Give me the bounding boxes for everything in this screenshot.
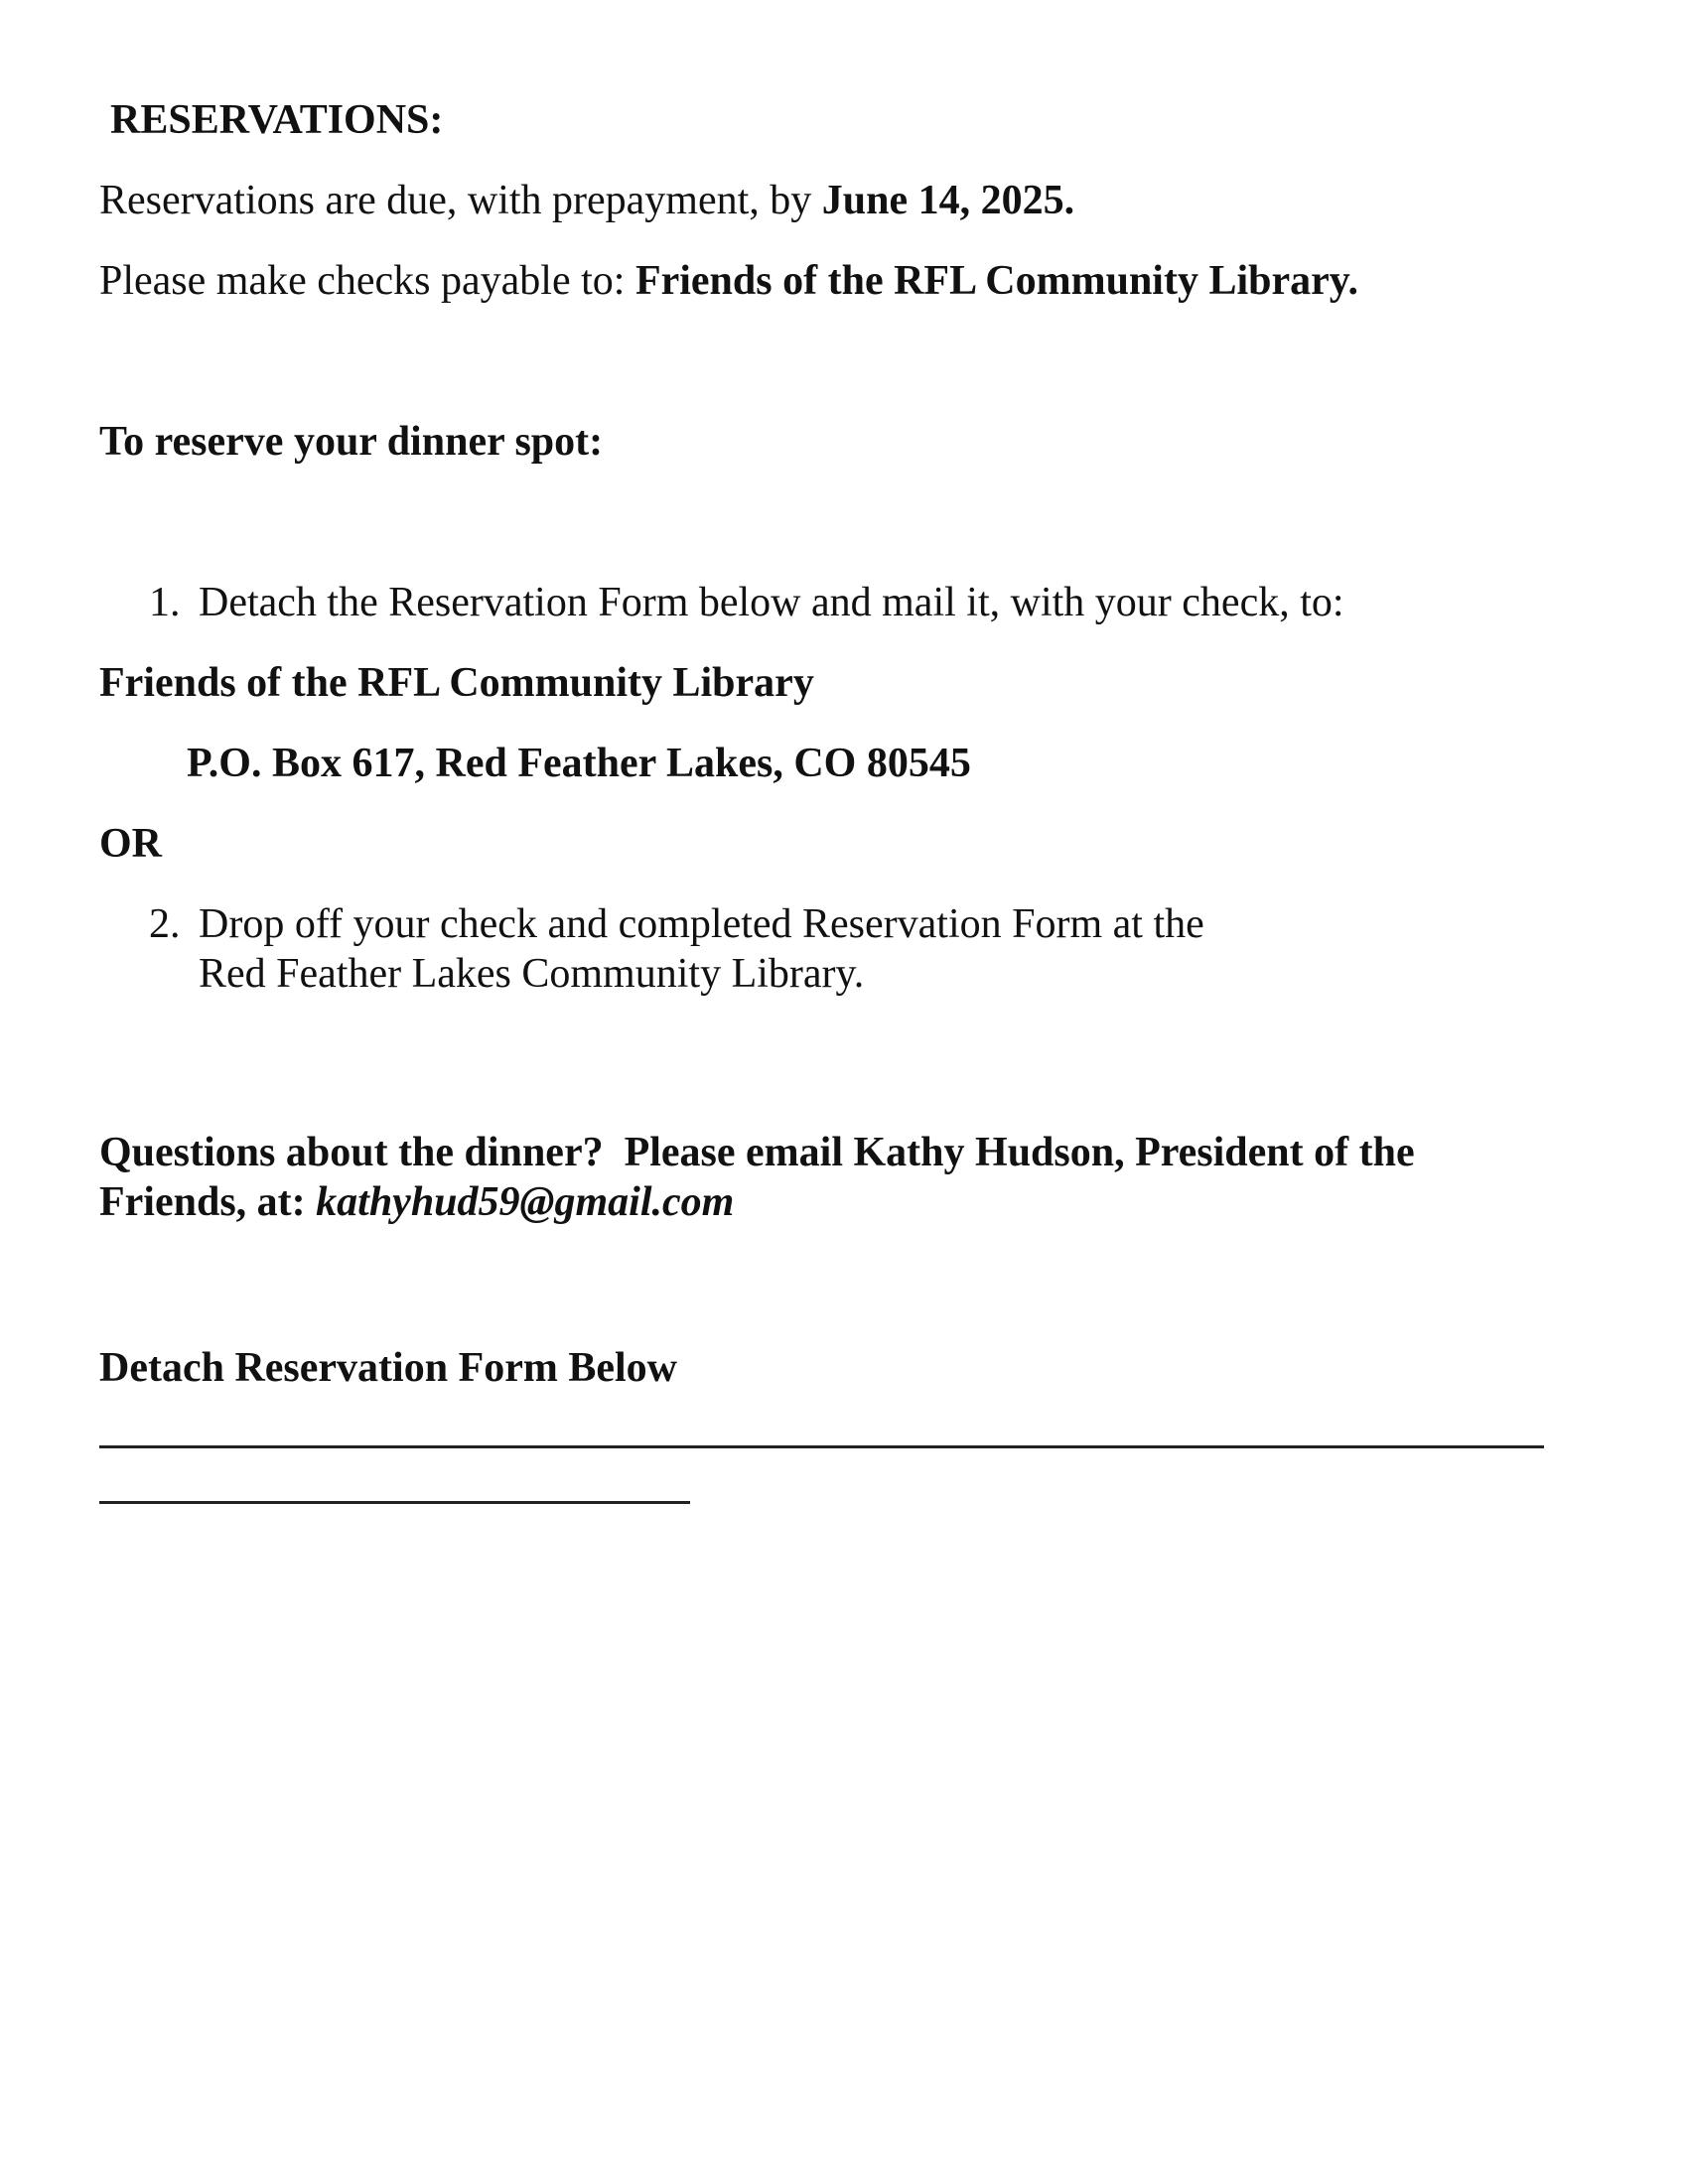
questions-paragraph	[99, 1128, 1529, 1228]
detach-rule-short	[99, 1501, 690, 1504]
reservations-due-line	[99, 176, 1074, 225]
contact-email-link[interactable]: kathyhud59@gmail.com	[316, 1179, 735, 1226]
payable-to: Friends of the RFL Community Library.	[634, 258, 1358, 304]
payable-prefix: Please make checks payable to:	[99, 258, 635, 304]
detach-heading: Detach Reservation Form Below	[99, 1345, 678, 1391]
address-name: Friends of the RFL Community Library	[99, 660, 814, 706]
due-prefix: Reservations are due, with prepayment, by	[99, 178, 822, 223]
or-label: OR	[99, 821, 162, 867]
detach-rule	[99, 1445, 1544, 1448]
due-date: June 14, 2025.	[821, 178, 1075, 223]
list-number: 1.	[149, 580, 181, 625]
list-text: Drop off your check and completed Reservation Form at the Red Feather Lakes Community Library.	[199, 901, 1204, 998]
payable-line	[99, 256, 1358, 306]
address-line: P.O. Box 617, Red Feather Lakes, CO 80545	[187, 741, 971, 786]
questions-text: Questions about the dinner? Please email Kathy Hudson, President of the Friends, at:	[99, 1130, 1415, 1226]
list-number: 2.	[149, 901, 181, 947]
list-text: Detach the Reservation Form below and mail it, with your check, to:	[199, 580, 1344, 625]
reserve-heading: To reserve your dinner spot:	[99, 419, 604, 465]
reservations-heading: RESERVATIONS:	[110, 97, 444, 143]
